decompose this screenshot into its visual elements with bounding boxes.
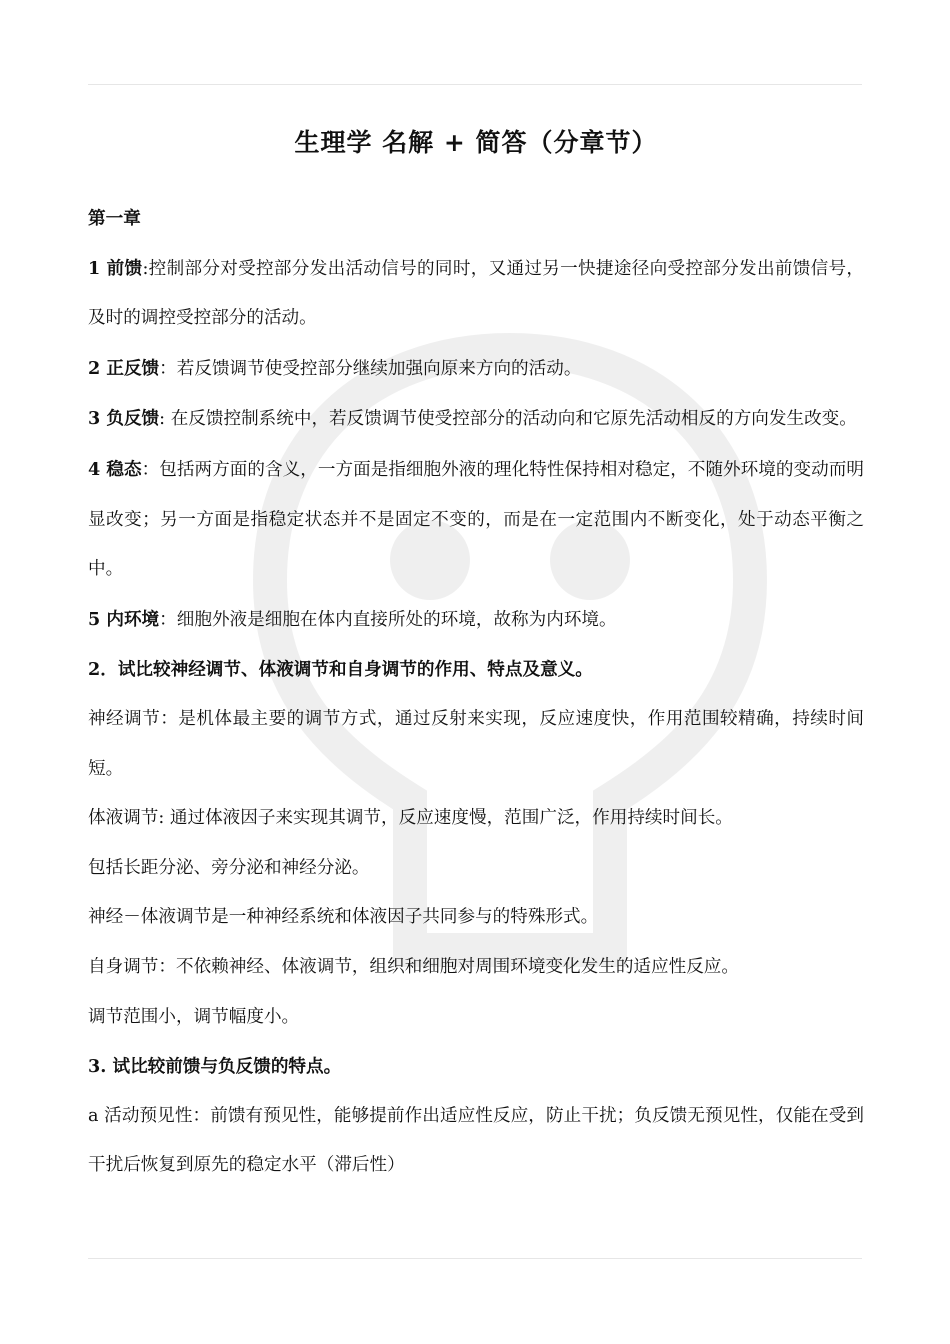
definition-term: 3 负反馈 (88, 408, 160, 430)
definition-item (88, 344, 864, 395)
definition-item (88, 394, 864, 445)
definition-text: 包括两方面的含义，一方面是指细胞外液的理化特性保持相对稳定，不随外环境的变动而明显改变；另一方面是指稳定状态并不是固定不变的，而是在一定范围内不断变化，处于动态平衡之中。 (88, 459, 864, 580)
definition-item (88, 244, 864, 344)
top-rule (88, 84, 862, 85)
question-2-paragraph: 包括长距分泌、旁分泌和神经分泌。 (88, 857, 370, 878)
chapter-heading: 第一章 (88, 208, 141, 229)
definition-text: 细胞外液是细胞在体内直接所处的环境，故称为内环境。 (176, 609, 617, 630)
question-2-paragraph: 自身调节：不依赖神经、体液调节，组织和细胞对周围环境变化发生的适应性反应。 (88, 956, 739, 977)
definition-separator: ： (141, 459, 160, 480)
page-title: 生理学 名解 + 简答（分章节） (294, 128, 658, 157)
definition-text: 若反馈调节使受控部分继续加强向原来方向的活动。 (176, 358, 582, 379)
definition-term: 4 稳态 (88, 458, 142, 480)
definition-separator: : (142, 258, 149, 279)
definition-separator: ： (159, 358, 177, 379)
definition-separator: : (159, 409, 171, 430)
definition-text: 控制部分对受控部分发出活动信号的同时，又通过另一快捷途径向受控部分发出前馈信号，及时的调控受控部分的活动。 (88, 258, 864, 329)
definition-item (88, 595, 864, 646)
definition-item (88, 445, 864, 595)
question-2-paragraph: 调节范围小，调节幅度小。 (88, 1006, 300, 1027)
definition-term: 1 前馈 (88, 257, 143, 279)
definition-text: 在反馈控制系统中，若反馈调节使受控部分的活动向和它原先活动相反的方向发生改变。 (170, 409, 857, 430)
question-3-heading: 3. 试比较前馈与负反馈的特点。 (88, 1056, 342, 1078)
question-2-paragraph: 神经－体液调节是一种神经系统和体液因子共同参与的特殊形式。 (88, 907, 599, 928)
definition-term: 2 正反馈 (88, 357, 160, 379)
definition-term: 5 内环境 (88, 608, 160, 630)
definition-separator: ： (159, 609, 177, 630)
question-2-heading: 2．试比较神经调节、体液调节和自身调节的作用、特点及意义。 (88, 659, 593, 681)
document-body (88, 118, 864, 1191)
question-2-paragraph: 神经调节：是机体最主要的调节方式，通过反射来实现，反应速度快，作用范围较精确，持续时间短。 (88, 708, 864, 779)
bottom-rule (88, 1258, 862, 1259)
question-3-paragraph: a 活动预见性：前馈有预见性，能够提前作出适应性反应，防止干扰；负反馈无预见性，仅能在受到干扰后恢复到原先的稳定水平（滞后性） (88, 1105, 864, 1176)
question-2-paragraph: 体液调节: 通过体液因子来实现其调节，反应速度慢，范围广泛，作用持续时间长。 (88, 808, 733, 829)
